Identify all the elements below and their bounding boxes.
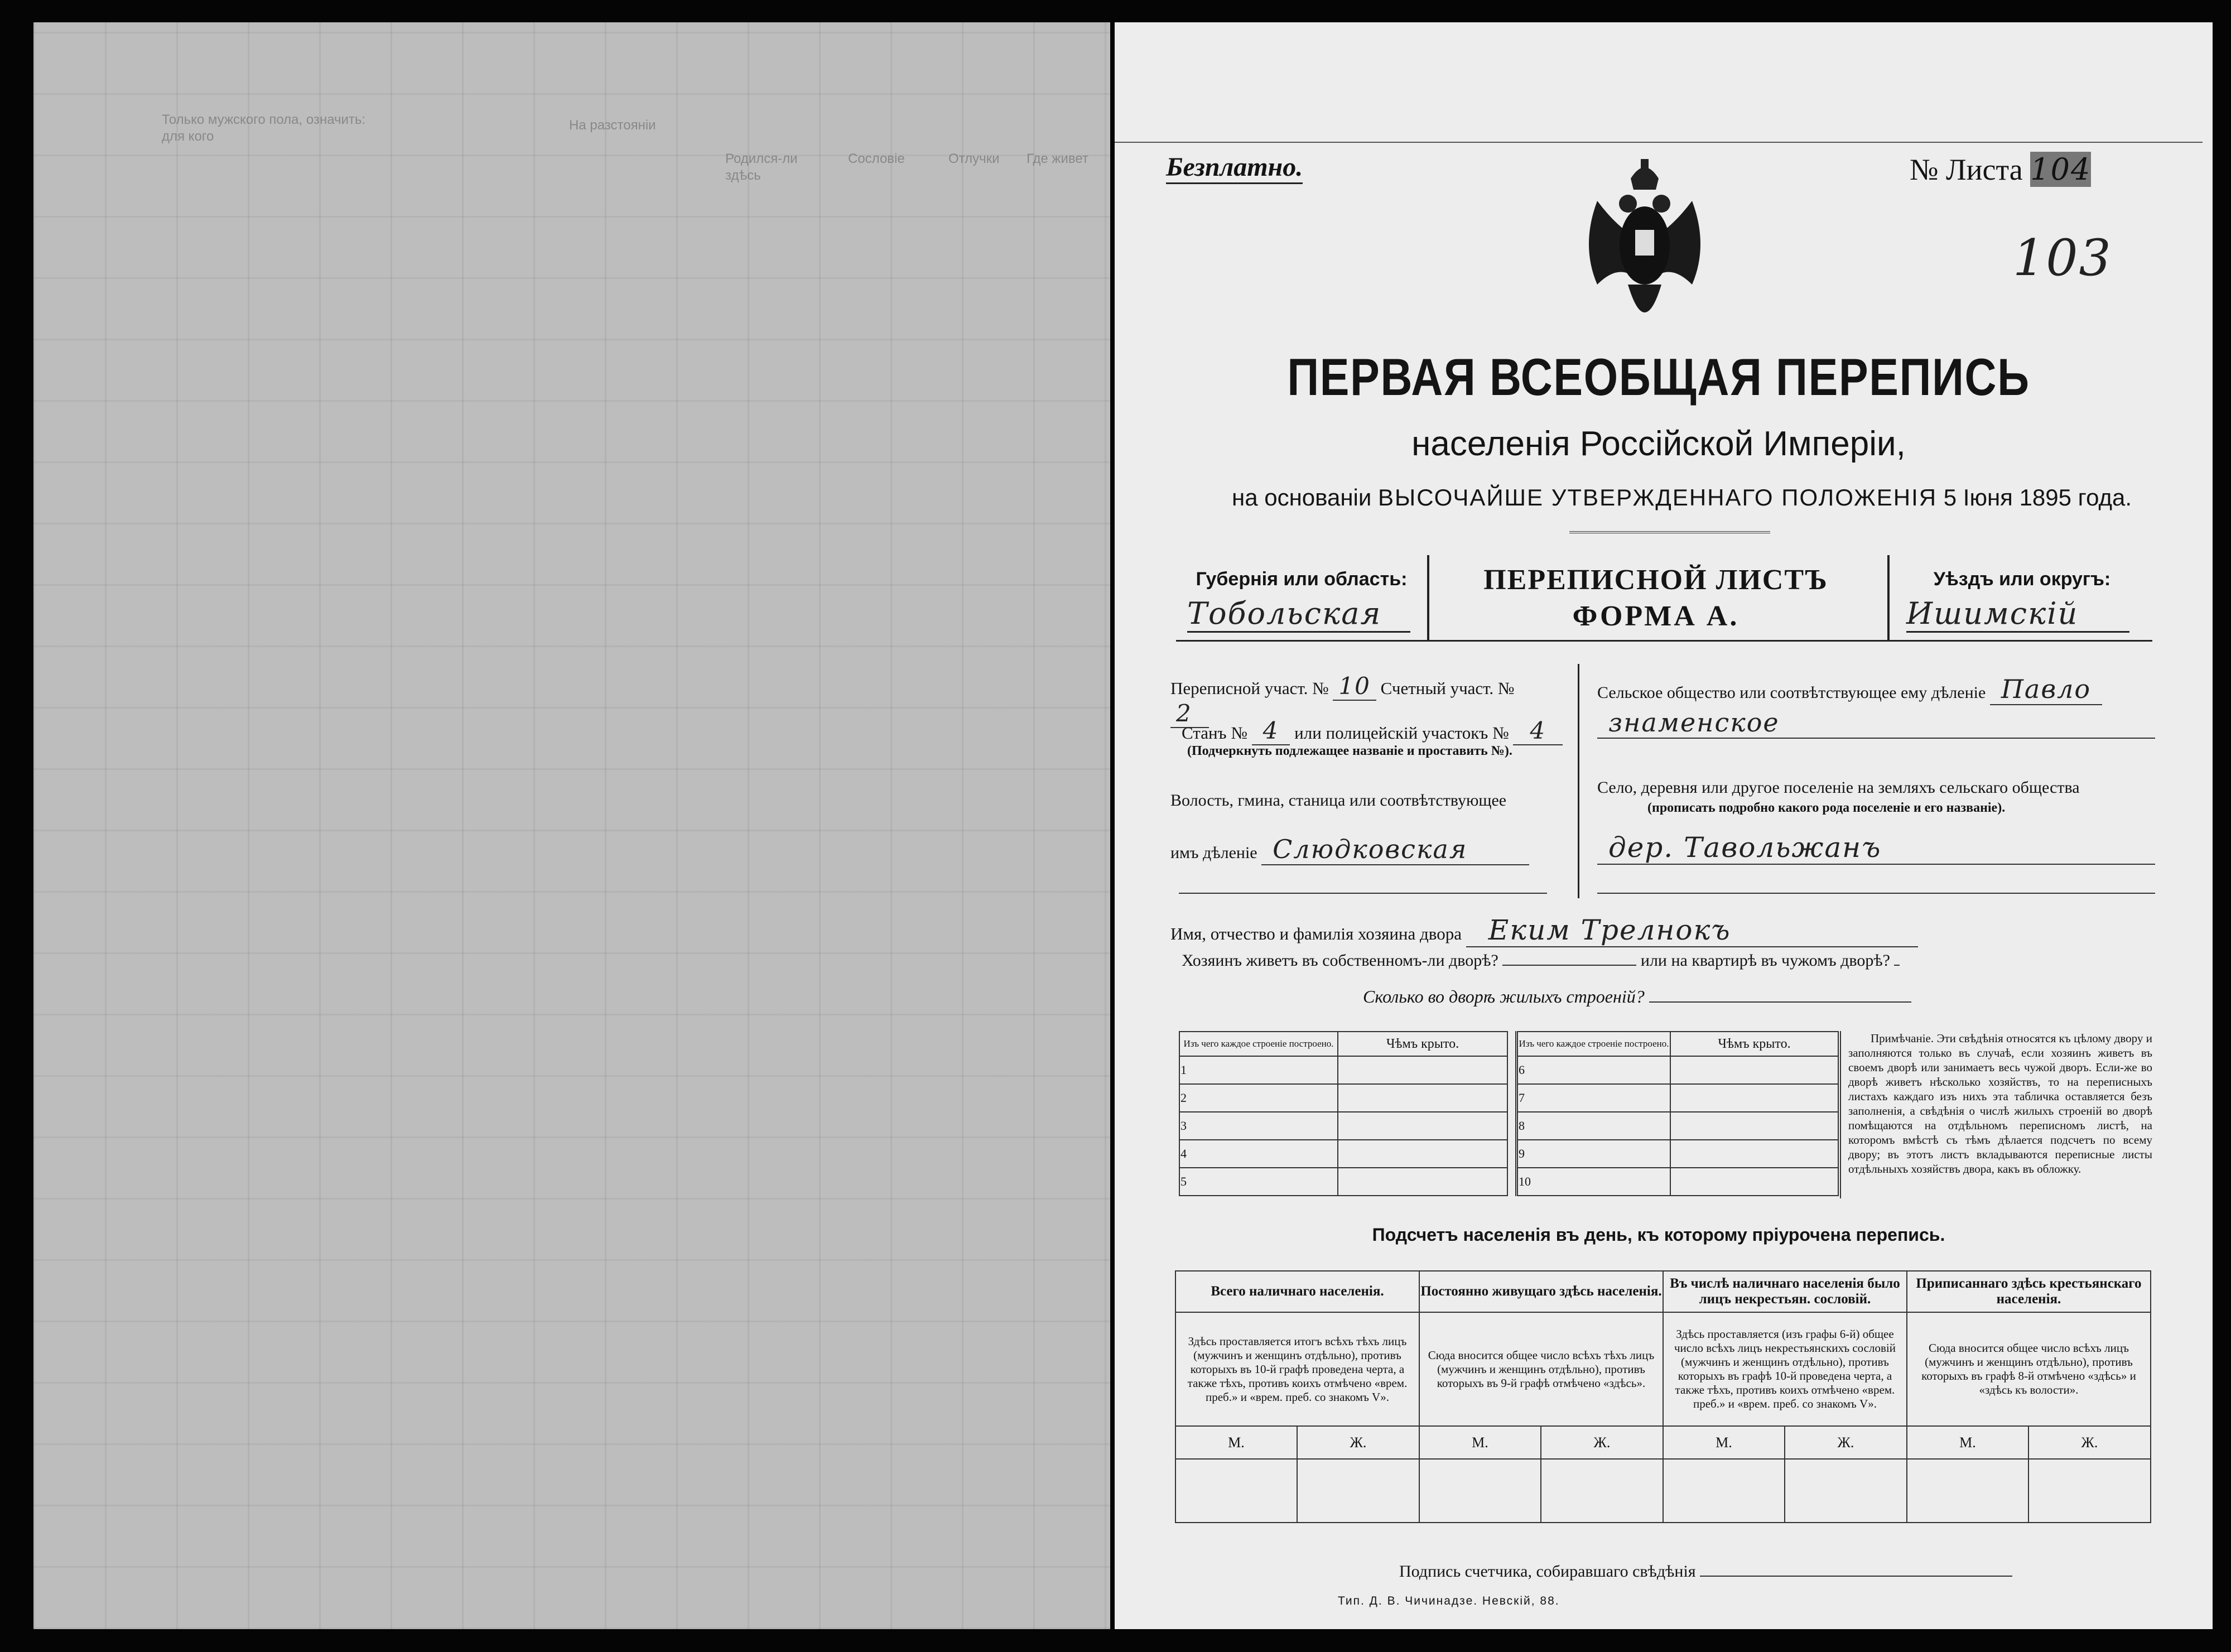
police-value[interactable]: 4 <box>1513 717 1563 745</box>
signature-blank[interactable] <box>1700 1576 2012 1577</box>
stan-line <box>1182 717 1563 744</box>
sheet-number: 104 <box>2030 152 2092 187</box>
pop-m-header: М. <box>1663 1426 1785 1459</box>
sheet-title-box <box>1438 563 1873 633</box>
police-label: или полицейскій участокъ № <box>1294 723 1509 743</box>
province-label: Губернія или область: <box>1196 569 1408 590</box>
rural-line <box>1597 674 2102 704</box>
row-number: 4 <box>1179 1140 1338 1168</box>
dwellings-table-right <box>1515 1031 1839 1196</box>
row-number: 1 <box>1179 1056 1338 1084</box>
pop-head-permanent: Постоянно живущаго здѣсь населенія. <box>1419 1271 1663 1312</box>
district-box <box>1887 555 2155 640</box>
ghost-header: Сословіе <box>848 151 905 166</box>
signature-label: Подпись счетчика, собиравшаго свѣдѣнія <box>1399 1562 1696 1581</box>
table-row <box>1179 1112 1507 1140</box>
pop-f-header: Ж. <box>1541 1426 1663 1459</box>
buildings-line <box>1363 986 1911 1007</box>
volost-blank-line <box>1179 893 1547 894</box>
table-row <box>1179 1084 1507 1112</box>
imperial-eagle-emblem <box>1575 156 1714 346</box>
basis-date: 5 Іюня 1895 года. <box>1943 484 2132 510</box>
ghost-header: Отлучки <box>948 151 1000 166</box>
pop-head-total: Всего наличнаго населенія. <box>1175 1271 1419 1312</box>
signature-line <box>1399 1562 2012 1581</box>
lives-rent-label: или на квартирѣ въ чужомъ дворѣ? <box>1640 951 1890 970</box>
pop-value-cell[interactable] <box>2028 1459 2151 1523</box>
basis-line <box>1232 484 2132 511</box>
header-rule <box>1176 640 2152 642</box>
dwell-col-material: Изъ чего каждое строеніе построено. <box>1179 1032 1338 1056</box>
sheet-form: ФОРМА А. <box>1572 600 1739 632</box>
volost-label-2: имъ дѣленіе <box>1170 844 1257 862</box>
sheet-number-alt: 103 <box>2013 229 2112 287</box>
row-number: 8 <box>1517 1112 1671 1140</box>
village-blank-line <box>1597 893 2155 894</box>
roof-cell[interactable] <box>1338 1140 1507 1168</box>
province-value[interactable]: Тобольская <box>1187 596 1410 633</box>
pop-head-peasant: Приписаннаго здѣсь крестьянскаго населенія. <box>1907 1271 2151 1312</box>
volost-label: Волость, гмина, станица или соотвѣтствующее <box>1170 791 1507 810</box>
pop-value-cell[interactable] <box>1297 1459 1419 1523</box>
row-number: 10 <box>1517 1168 1671 1196</box>
pop-f-header: Ж. <box>1297 1426 1419 1459</box>
owner-line <box>1170 914 1918 947</box>
sheet-number-box <box>1910 152 2091 187</box>
roof-cell[interactable] <box>1338 1168 1507 1196</box>
ghost-header: Где живет <box>1027 151 1088 166</box>
stan-value[interactable]: 4 <box>1252 717 1290 745</box>
census-unit-label: Переписной участ. № <box>1170 678 1329 698</box>
dwell-col-material: Изъ чего каждое строеніе построено. <box>1517 1032 1671 1056</box>
pop-m-header: М. <box>1175 1426 1297 1459</box>
counter-unit-label: Счетный участ. № <box>1380 678 1515 698</box>
roof-cell[interactable] <box>1670 1140 1838 1168</box>
rural-value-1[interactable]: Павло <box>1990 674 2102 705</box>
ornament-divider <box>1569 531 1770 533</box>
table-row <box>1179 1140 1507 1168</box>
pop-value-cell[interactable] <box>1907 1459 2028 1523</box>
dwellings-note: Примѣчаніе. Эти свѣдѣнія относятся къ цѣлому двору и заполняются только въ случаѣ, если хозяинъ живетъ въ своемъ дворѣ или занимаетъ весь чужой дворъ. Если-же во дворѣ живетъ нѣсколько хозяйствъ, то на переписныхъ листахъ каждаго изъ нихъ эта табличка оставляется безъ заполненія, а свѣдѣнія о числѣ жилыхъ строеній во дворѣ помѣщаются на отдѣльномъ переписномъ листѣ, на которомъ вмѣстѣ съ тѣмъ дѣлается подсчетъ по всему двору; въ этотъ листъ вкладываются переписные листы отдѣльныхъ хозяйствъ двора, какъ въ обложку. <box>1848 1032 2152 1176</box>
owner-label: Имя, отчество и фамилія хозяина двора <box>1170 924 1462 943</box>
roof-cell[interactable] <box>1338 1084 1507 1112</box>
table-row <box>1517 1168 1839 1196</box>
free-label: Безплатно. <box>1166 152 1303 184</box>
underline-note: (Подчеркнуть подлежащее названіе и проставить №). <box>1187 744 1512 758</box>
district-value[interactable]: Ишимскій <box>1906 596 2129 633</box>
roof-cell[interactable] <box>1670 1084 1838 1112</box>
ghost-header: Только мужского пола, означить: для кого <box>162 112 366 144</box>
dwellings-table-left <box>1179 1031 1508 1196</box>
population-table <box>1175 1270 2151 1523</box>
buildings-label: Сколько во дворѣ жилыхъ строеній? <box>1363 986 1645 1006</box>
counter-unit-value[interactable]: 2 <box>1170 700 1209 728</box>
pop-value-cell[interactable] <box>1419 1459 1541 1523</box>
basis-caps: ВЫСОЧАЙШЕ УТВЕРЖДЕННАГО ПОЛОЖЕНІЯ <box>1378 484 1938 510</box>
table-row <box>1517 1112 1839 1140</box>
roof-cell[interactable] <box>1670 1112 1838 1140</box>
row-number: 2 <box>1179 1084 1338 1112</box>
basis-prefix: на основаніи <box>1232 484 1372 510</box>
column-divider <box>1578 664 1579 898</box>
village-label: Село, деревня или другое поселеніе на земляхъ сельскаго общества <box>1597 778 2080 797</box>
row-number: 7 <box>1517 1084 1671 1112</box>
table-row <box>1179 1056 1507 1084</box>
owner-value[interactable]: Еким Трелнокъ <box>1466 914 1918 947</box>
roof-cell[interactable] <box>1338 1112 1507 1140</box>
pop-m-header: М. <box>1907 1426 2028 1459</box>
note-divider <box>1840 1031 1841 1198</box>
pop-value-cell[interactable] <box>1663 1459 1785 1523</box>
village-value[interactable]: дер. Тавольжанъ <box>1597 831 2155 865</box>
pop-desc-nonpeasant: Здѣсь проставляется (изъ графы 6-й) общее число всѣхъ лицъ некрестьянскихъ сословій (мужчинъ и женщинъ отдѣльно), противъ которыхъ въ графѣ 10-й проведена черта, а также тѣхъ, противъ коихъ отмѣчено «врем. преб.» и «врем. преб. со знакомъ V». <box>1663 1312 1907 1426</box>
subtitle: населенія Россійской Имперіи, <box>1411 425 1906 463</box>
row-number: 3 <box>1179 1112 1338 1140</box>
row-number: 5 <box>1179 1168 1338 1196</box>
dwell-col-roof: Чѣмъ крыто. <box>1338 1032 1507 1056</box>
census-form-page <box>1115 22 2213 1629</box>
ghost-header: Родился-ли здѣсь <box>725 151 798 183</box>
sheet-label: № Листа <box>1910 153 2023 186</box>
pop-desc-peasant: Сюда вносится общее число всѣхъ лицъ (мужчинъ и женщинъ отдѣльно), противъ которыхъ въ графѣ 8-й отмѣчено «здѣсь» и «здѣсь къ волости». <box>1907 1312 2151 1426</box>
printer-imprint: Тип. Д. В. Чичинадзе. Невскій, 88. <box>1338 1595 1560 1607</box>
lives-own-blank[interactable] <box>1502 965 1636 966</box>
pop-head-nonpeasant: Въ числѣ наличнаго населенія было лицъ некрестьян. сословій. <box>1663 1271 1907 1312</box>
district-label: Уѣздъ или округъ: <box>1933 569 2111 590</box>
population-title: Подсчетъ населенія въ день, къ которому пріурочена перепись. <box>1372 1225 1945 1245</box>
main-title: ПЕРВАЯ ВСЕОБЩАЯ ПЕРЕПИСЬ <box>1287 348 2030 406</box>
row-number: 6 <box>1517 1056 1671 1084</box>
table-row <box>1517 1056 1839 1084</box>
volost-line <box>1170 834 1529 865</box>
rural-value-2[interactable]: знаменское <box>1597 707 2155 739</box>
census-unit-value[interactable]: 10 <box>1333 672 1376 701</box>
top-rule <box>1115 142 2203 143</box>
pop-desc-total: Здѣсь проставляется итогъ всѣхъ тѣхъ лицъ (мужчинъ и женщинъ отдѣльно), противъ которыхъ въ 10-й графѣ проведена черта, а также тѣхъ, противъ коихъ отмѣчено «врем. преб.» и «врем. преб. со знакомъ V». <box>1175 1312 1419 1426</box>
stan-label: Станъ № <box>1182 723 1247 743</box>
village-note: (прописать подробно какого рода поселеніе и его названіе). <box>1647 801 2006 815</box>
lives-rent-blank[interactable] <box>1894 965 1900 966</box>
roof-cell[interactable] <box>1338 1056 1507 1084</box>
dwell-col-roof: Чѣмъ крыто. <box>1670 1032 1838 1056</box>
pop-value-cell[interactable] <box>1175 1459 1297 1523</box>
row-number: 9 <box>1517 1140 1671 1168</box>
province-box <box>1176 555 1429 640</box>
ghost-header: На разстояніи <box>569 118 656 133</box>
left-page <box>33 22 1110 1629</box>
residence-line <box>1182 951 1900 970</box>
roof-cell[interactable] <box>1670 1168 1838 1196</box>
pop-f-header: Ж. <box>2028 1426 2151 1459</box>
roof-cell[interactable] <box>1670 1056 1838 1084</box>
pop-f-header: Ж. <box>1785 1426 1907 1459</box>
sheet-title: ПЕРЕПИСНОЙ ЛИСТЪ <box>1483 564 1828 596</box>
pop-desc-permanent: Сюда вносится общее число всѣхъ тѣхъ лицъ (мужчинъ и женщинъ отдѣльно), противъ которыхъ въ 9-й графѣ отмѣчено «здѣсь». <box>1419 1312 1663 1426</box>
lives-own-label: Хозяинъ живетъ въ собственномъ-ли дворѣ? <box>1182 951 1498 970</box>
pop-value-cell[interactable] <box>1785 1459 1907 1523</box>
table-row <box>1517 1084 1839 1112</box>
buildings-blank[interactable] <box>1649 1001 1911 1003</box>
table-row <box>1517 1140 1839 1168</box>
pop-value-cell[interactable] <box>1541 1459 1663 1523</box>
rural-label: Сельское общество или соотвѣтствующее ему дѣленіе <box>1597 683 1986 702</box>
volost-value[interactable]: Слюдковская <box>1261 834 1529 865</box>
pop-m-header: М. <box>1419 1426 1541 1459</box>
table-row <box>1179 1168 1507 1196</box>
